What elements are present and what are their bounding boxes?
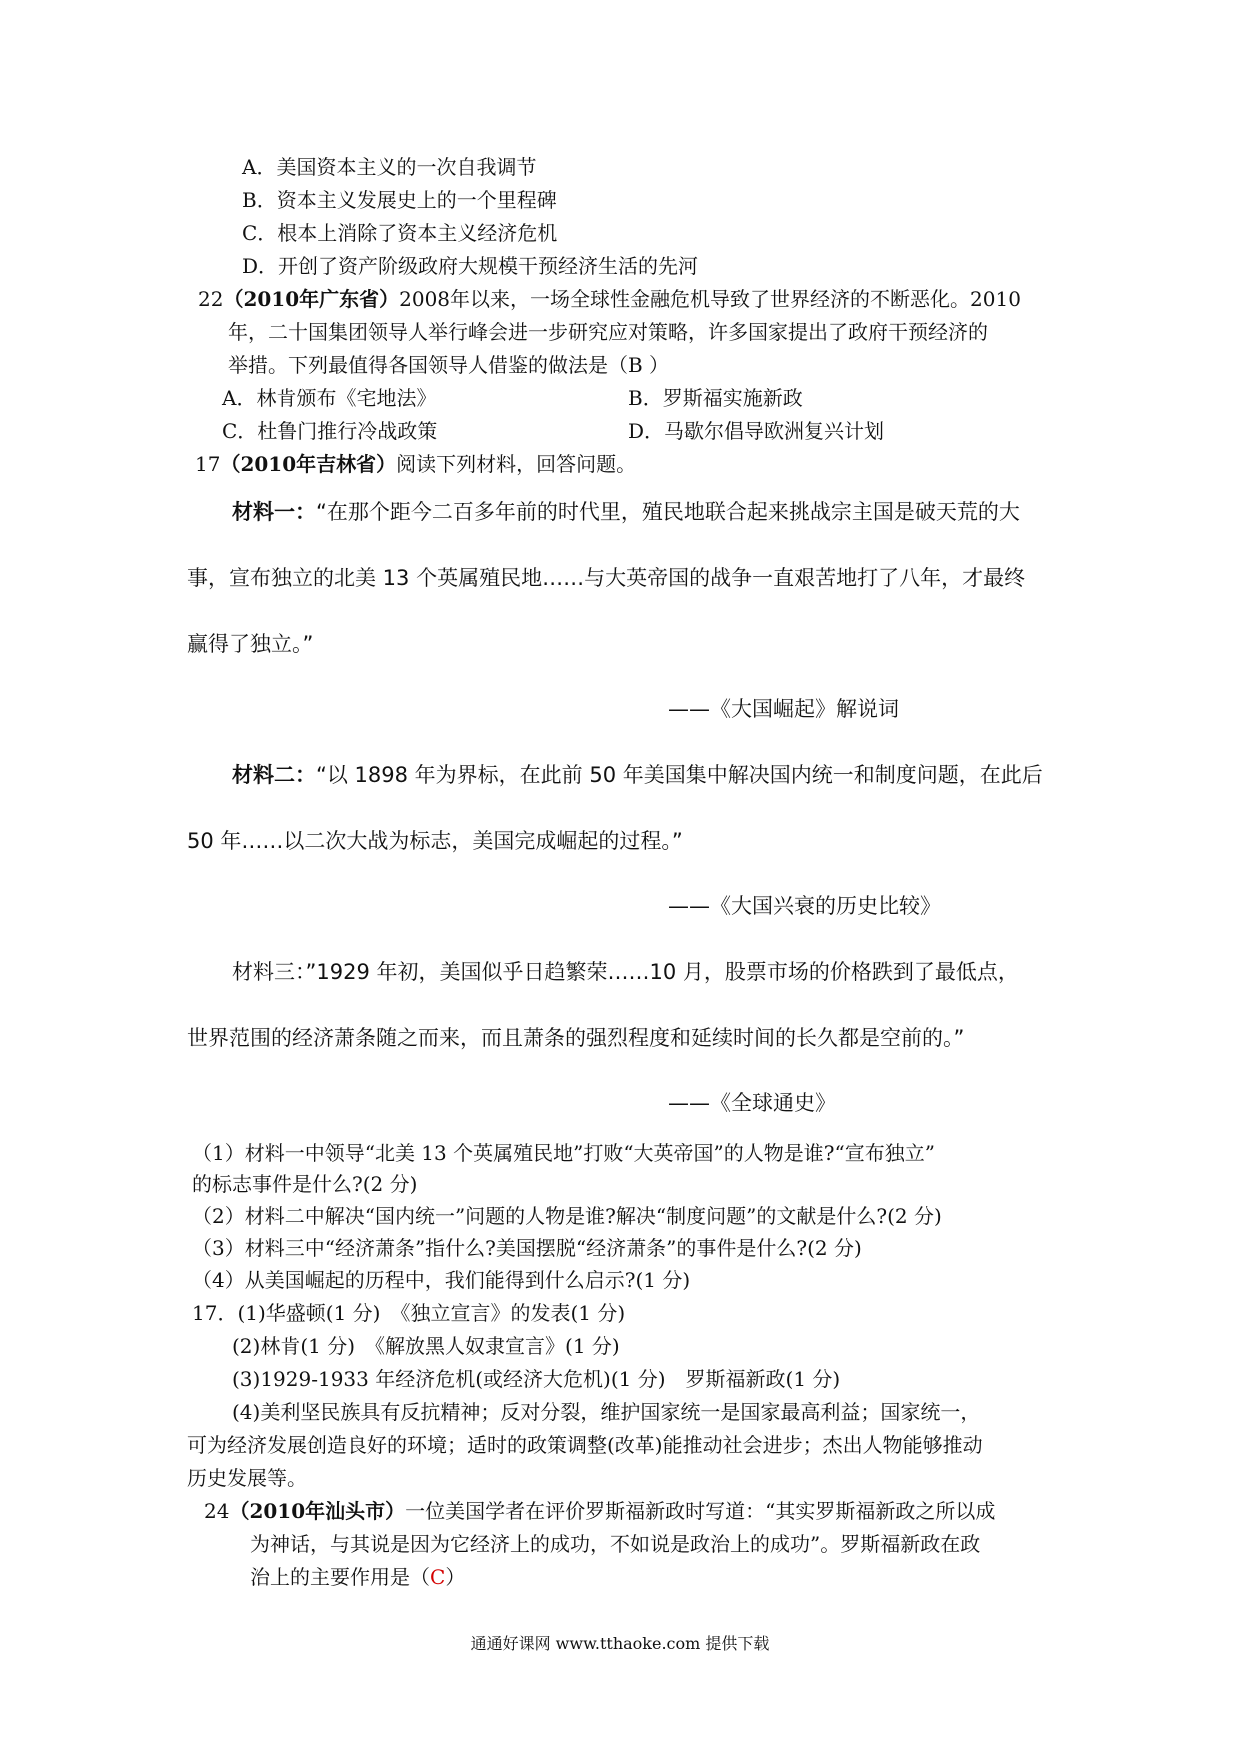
q17-sub-1-line-2: 的标志事件是什么?(2 分) bbox=[192, 1172, 418, 1196]
q24-line-3 bbox=[250, 1562, 465, 1592]
material-3-line-2: 世界范围的经济萧条随之而来，而且萧条的强烈程度和延续时间的长久都是空前的。” bbox=[187, 1026, 965, 1050]
q22-line-2: 年，二十国集团领导人举行峰会进一步研究应对策略，许多国家提出了政府干预经济的 bbox=[228, 320, 988, 344]
material-2-line-2: 50 年……以二次大战为标志，美国完成崛起的过程。” bbox=[187, 829, 683, 853]
q22-option-d: D．马歇尔倡导欧洲复兴计划 bbox=[628, 419, 885, 443]
answer-17-4-line-2: 可为经济发展创造良好的环境；适时的政策调整(改革)能推动社会进步；杰出人物能够推动 bbox=[187, 1433, 983, 1457]
q21-option-d: D．开创了资产阶级政府大规模干预经济生活的先河 bbox=[242, 254, 699, 278]
answer-17-3: (3)1929-1933 年经济危机(或经济大危机)(1 分) 罗斯福新政(1 分) bbox=[232, 1367, 841, 1391]
q22-option-c: C．杜鲁门推行冷战政策 bbox=[222, 419, 438, 443]
q22-option-b: B．罗斯福实施新政 bbox=[628, 386, 803, 410]
material-1-line-2: 事，宣布独立的北美 13 个英属殖民地……与大英帝国的战争一直艰苦地打了八年，才最终 bbox=[187, 566, 1026, 590]
footer-download-note: 通通好课网 www.tthaoke.com 提供下载 bbox=[470, 1634, 770, 1653]
q24-source: （2010年汕头市） bbox=[229, 1499, 406, 1523]
q22-line-3: 举措。下列最值得各国领导人借鉴的做法是（B ） bbox=[228, 353, 670, 377]
material-3-source: ——《全球通史》 bbox=[668, 1091, 836, 1115]
material-2-label: 材料二： bbox=[232, 763, 316, 787]
material-3-line-1: 材料三：”1929 年初，美国似乎日趋繁荣……10 月，股票市场的价格跌到了最低点， bbox=[232, 960, 1019, 984]
material-1-line-1 bbox=[232, 497, 1020, 527]
q24-close-paren: ） bbox=[445, 1565, 466, 1589]
q17-sub-3: （3）材料三中“经济萧条”指什么?美国摆脱“经济萧条”的事件是什么?(2 分) bbox=[192, 1236, 862, 1260]
q17-source: （2010年吉林省） bbox=[220, 452, 397, 476]
q22-line-1 bbox=[198, 284, 1021, 314]
material-1-label: 材料一： bbox=[232, 500, 316, 524]
material-2-source: ——《大国兴衰的历史比较》 bbox=[668, 894, 941, 918]
q24-stem-start: 一位美国学者在评价罗斯福新政时写道：“其实罗斯福新政之所以成 bbox=[405, 1499, 996, 1523]
q22-option-a: A．林肯颁布《宅地法》 bbox=[222, 386, 437, 410]
material-2-line-1 bbox=[232, 760, 1043, 790]
q24-line-2: 为神话，与其说是因为它经济上的成功，不如说是政治上的成功”。罗斯福新政在政 bbox=[250, 1532, 981, 1556]
q22-source: （2010年广东省） bbox=[223, 287, 400, 311]
q21-option-a: A．美国资本主义的一次自我调节 bbox=[242, 155, 537, 179]
material-1-source: ——《大国崛起》解说词 bbox=[668, 697, 899, 721]
material-1-text-1: “在那个距今二百多年前的时代里，殖民地联合起来挑战宗主国是破天荒的大 bbox=[316, 500, 1020, 524]
q17-sub-4: （4）从美国崛起的历程中，我们能得到什么启示?(1 分) bbox=[192, 1268, 691, 1292]
material-1-line-3: 赢得了独立。” bbox=[187, 632, 314, 656]
q17-sub-1-line-1: （1）材料一中领导“北美 13 个英属殖民地”打败“大英帝国”的人物是谁?“宣布独立” bbox=[192, 1141, 935, 1165]
q17-number: 17 bbox=[195, 452, 221, 476]
answer-17-4-line-3: 历史发展等。 bbox=[187, 1466, 307, 1490]
answer-17-4-line-1: (4)美利坚民族具有反抗精神；反对分裂，维护国家统一是国家最高利益；国家统一， bbox=[232, 1400, 981, 1424]
q24-answer: C bbox=[430, 1565, 446, 1589]
q22-stem-start: 2008年以来，一场全球性金融危机导致了世界经济的不断恶化。2010 bbox=[399, 287, 1021, 311]
q17-sub-2: （2）材料二中解决“国内统一”问题的人物是谁?解决“制度问题”的文献是什么?(2 分) bbox=[192, 1204, 942, 1228]
q24-line-1 bbox=[204, 1496, 995, 1526]
answer-17-2: (2)林肯(1 分) 《解放黑人奴隶宣言》(1 分) bbox=[232, 1334, 620, 1358]
q21-option-c: C．根本上消除了资本主义经济危机 bbox=[242, 221, 558, 245]
q22-number: 22 bbox=[198, 287, 224, 311]
q17-header bbox=[195, 449, 636, 479]
q17-intro: 阅读下列材料，回答问题。 bbox=[396, 452, 637, 476]
q21-option-b: B．资本主义发展史上的一个里程碑 bbox=[242, 188, 557, 212]
material-2-text-1: “以 1898 年为界标，在此前 50 年美国集中解决国内统一和制度问题，在此后 bbox=[316, 763, 1043, 787]
q24-stem-end: 治上的主要作用是（ bbox=[250, 1565, 430, 1589]
q24-number: 24 bbox=[204, 1499, 230, 1523]
answer-17-1: 17．(1)华盛顿(1 分) 《独立宣言》的发表(1 分) bbox=[192, 1301, 626, 1325]
